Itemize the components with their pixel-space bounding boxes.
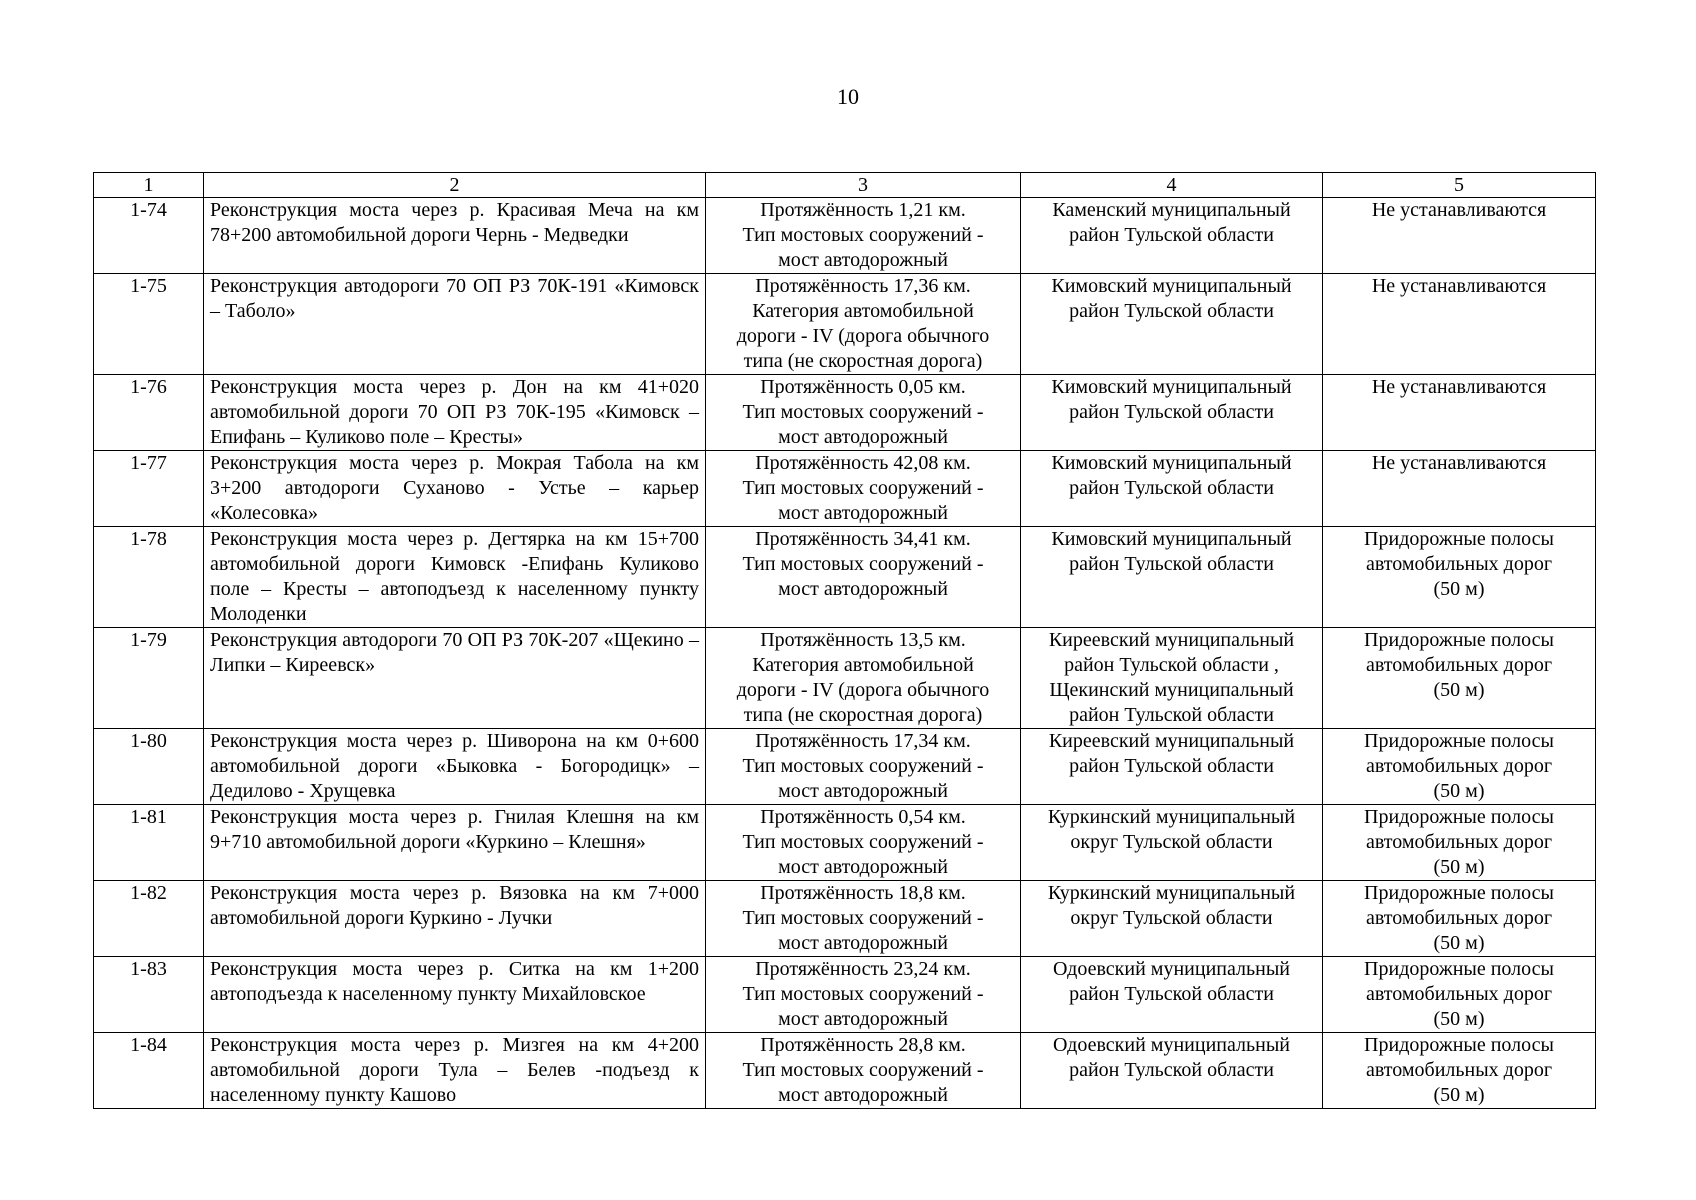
object-characteristics-line: типа (не скоростная дорога) [743, 350, 983, 372]
object-name: Реконструкция моста через р. Гнилая Клешня на км 9+710 автомобильной дороги «Куркино – Клешня» [204, 805, 706, 881]
object-zones [1323, 957, 1596, 1033]
object-characteristics [706, 527, 1021, 628]
object-location-line: Куркинский муниципальный [1047, 882, 1296, 904]
object-zones-line: (50 м) [1433, 578, 1485, 600]
object-location-line: район Тульской области [1069, 477, 1274, 499]
object-characteristics [706, 274, 1021, 375]
object-name: Реконструкция моста через р. Мокрая Табола на км 3+200 автодороги Суханово - Устье – карьер «Колесовка» [204, 451, 706, 527]
object-location [1021, 628, 1323, 729]
object-characteristics-line: мост автодорожный [778, 249, 948, 271]
object-location-line: Кимовский муниципальный [1051, 275, 1292, 297]
object-zones-line: Не устанавливаются [1371, 199, 1547, 221]
object-characteristics-line: Протяжённость 28,8 км. [760, 1034, 966, 1056]
table-row [94, 881, 1596, 957]
object-location-line: район Тульской области [1069, 1059, 1274, 1081]
object-name: Реконструкция моста через р. Дегтярка на км 15+700 автомобильной дороги Кимовск -Епифань Куликово поле – Кресты – автоподъезд к населенному пункту Молоденки [204, 527, 706, 628]
object-zones-line: Придорожные полосы [1364, 882, 1554, 904]
object-zones-line: автомобильных дорог [1365, 755, 1553, 777]
object-location [1021, 527, 1323, 628]
object-zones-line: (50 м) [1433, 856, 1485, 878]
object-characteristics-line: Тип мостовых сооружений - [742, 755, 984, 777]
object-characteristics-line: мост автодорожный [778, 932, 948, 954]
object-location-line: район Тульской области [1069, 553, 1274, 575]
row-number: 1-74 [94, 198, 204, 274]
row-number: 1-82 [94, 881, 204, 957]
object-zones-line: автомобильных дорог [1365, 553, 1553, 575]
object-characteristics-line: мост автодорожный [778, 780, 948, 802]
object-characteristics-line: Тип мостовых сооружений - [742, 401, 984, 423]
object-zones-line: Придорожные полосы [1364, 730, 1554, 752]
object-zones-line: Придорожные полосы [1364, 1034, 1554, 1056]
row-number: 1-75 [94, 274, 204, 375]
object-characteristics-line: Тип мостовых сооружений - [742, 907, 984, 929]
object-zones-line: автомобильных дорог [1365, 831, 1553, 853]
object-zones-line: Придорожные полосы [1364, 806, 1554, 828]
object-characteristics-line: дороги - IV (дорога обычного [736, 679, 990, 701]
table-body [94, 198, 1596, 1109]
object-name: Реконструкция моста через р. Ситка на км 1+200 автоподъезда к населенному пункту Михайловское [204, 957, 706, 1033]
object-location [1021, 881, 1323, 957]
object-zones-line: автомобильных дорог [1365, 907, 1553, 929]
object-location-line: Кимовский муниципальный [1051, 376, 1292, 398]
object-zones [1323, 628, 1596, 729]
column-header-1: 1 [94, 173, 204, 198]
object-characteristics-line: Протяжённость 18,8 км. [760, 882, 966, 904]
object-location-line: район Тульской области [1069, 755, 1274, 777]
object-characteristics [706, 451, 1021, 527]
object-characteristics [706, 729, 1021, 805]
object-zones [1323, 1033, 1596, 1109]
object-characteristics-line: Протяжённость 0,54 км. [760, 806, 966, 828]
object-zones-line: Придорожные полосы [1364, 528, 1554, 550]
object-characteristics-line: Тип мостовых сооружений - [742, 553, 984, 575]
object-zones [1323, 729, 1596, 805]
object-characteristics-line: Протяжённость 17,36 км. [755, 275, 971, 297]
column-header-3: 3 [706, 173, 1021, 198]
object-characteristics-line: типа (не скоростная дорога) [743, 704, 983, 726]
object-zones-line: (50 м) [1433, 780, 1485, 802]
object-location-line: Одоевский муниципальный [1053, 958, 1290, 980]
object-location [1021, 198, 1323, 274]
object-zones-line: (50 м) [1433, 932, 1485, 954]
object-characteristics [706, 198, 1021, 274]
row-number: 1-79 [94, 628, 204, 729]
row-number: 1-81 [94, 805, 204, 881]
object-zones-line: автомобильных дорог [1365, 1059, 1553, 1081]
object-zones-line: Не устанавливаются [1371, 452, 1547, 474]
object-zones [1323, 881, 1596, 957]
object-location-line: район Тульской области , [1064, 654, 1279, 676]
object-location-line: Кимовский муниципальный [1051, 452, 1292, 474]
object-characteristics-line: мост автодорожный [778, 426, 948, 448]
row-number: 1-84 [94, 1033, 204, 1109]
object-name: Реконструкция моста через р. Красивая Меча на км 78+200 автомобильной дороги Чернь - Медведки [204, 198, 706, 274]
table-row [94, 527, 1596, 628]
row-number: 1-76 [94, 375, 204, 451]
column-header-4: 4 [1021, 173, 1323, 198]
table-row [94, 451, 1596, 527]
object-zones-line: Не устанавливаются [1371, 275, 1547, 297]
object-zones-line: (50 м) [1433, 679, 1485, 701]
object-characteristics-line: мост автодорожный [778, 1008, 948, 1030]
object-characteristics-line: Категория автомобильной [752, 300, 974, 322]
object-zones-line: автомобильных дорог [1365, 983, 1553, 1005]
object-zones-line: (50 м) [1433, 1008, 1485, 1030]
object-characteristics-line: Протяжённость 42,08 км. [755, 452, 971, 474]
object-location-line: округ Тульской области [1070, 831, 1273, 853]
row-number: 1-80 [94, 729, 204, 805]
object-zones [1323, 198, 1596, 274]
object-location-line: Каменский муниципальный [1052, 199, 1291, 221]
object-zones-line: Придорожные полосы [1364, 629, 1554, 651]
object-characteristics-line: Протяжённость 1,21 км. [760, 199, 966, 221]
object-location [1021, 274, 1323, 375]
object-zones-line: (50 м) [1433, 1084, 1485, 1106]
object-name: Реконструкция моста через р. Дон на км 41+020 автомобильной дороги 70 ОП РЗ 70К-195 «Кимовск – Епифань – Куликово поле – Кресты» [204, 375, 706, 451]
object-characteristics-line: мост автодорожный [778, 502, 948, 524]
object-location-line: Киреевский муниципальный [1048, 730, 1295, 752]
table-row [94, 375, 1596, 451]
table-row [94, 274, 1596, 375]
object-location-line: Киреевский муниципальный [1048, 629, 1295, 651]
object-characteristics-line: Протяжённость 13,5 км. [760, 629, 966, 651]
object-characteristics [706, 805, 1021, 881]
object-characteristics [706, 1033, 1021, 1109]
object-characteristics-line: Тип мостовых сооружений - [742, 1059, 984, 1081]
object-location [1021, 451, 1323, 527]
object-characteristics-line: Протяжённость 23,24 км. [755, 958, 971, 980]
table-row [94, 805, 1596, 881]
object-characteristics [706, 881, 1021, 957]
object-name: Реконструкция моста через р. Вязовка на км 7+000 автомобильной дороги Куркино - Лучки [204, 881, 706, 957]
object-characteristics-line: мост автодорожный [778, 856, 948, 878]
object-zones [1323, 274, 1596, 375]
table-row [94, 729, 1596, 805]
object-zones-line: автомобильных дорог [1365, 654, 1553, 676]
table-row [94, 198, 1596, 274]
object-location [1021, 1033, 1323, 1109]
object-zones-line: Не устанавливаются [1371, 376, 1547, 398]
object-characteristics-line: Протяжённость 34,41 км. [755, 528, 971, 550]
object-name: Реконструкция моста через р. Мизгея на км 4+200 автомобильной дороги Тула – Белев -подъезд к населенному пункту Кашово [204, 1033, 706, 1109]
object-location [1021, 375, 1323, 451]
object-name: Реконструкция автодороги 70 ОП РЗ 70К-191 «Кимовск – Таболо» [204, 274, 706, 375]
object-zones [1323, 805, 1596, 881]
object-characteristics-line: Протяжённость 17,34 км. [755, 730, 971, 752]
object-characteristics [706, 375, 1021, 451]
row-number: 1-78 [94, 527, 204, 628]
page-number: 10 [837, 84, 859, 109]
object-zones-line: Придорожные полосы [1364, 958, 1554, 980]
object-location [1021, 729, 1323, 805]
column-header-2: 2 [204, 173, 706, 198]
object-location-line: район Тульской области [1069, 983, 1274, 1005]
object-location-line: Щекинский муниципальный [1049, 679, 1294, 701]
object-characteristics-line: Тип мостовых сооружений - [742, 983, 984, 1005]
objects-table [93, 172, 1596, 1109]
object-name: Реконструкция моста через р. Шиворона на км 0+600 автомобильной дороги «Быковка - Богородицк» – Дедилово - Хрущевка [204, 729, 706, 805]
table-row [94, 628, 1596, 729]
object-characteristics-line: Протяжённость 0,05 км. [760, 376, 966, 398]
object-characteristics-line: Тип мостовых сооружений - [742, 477, 984, 499]
object-zones [1323, 527, 1596, 628]
object-location-line: Кимовский муниципальный [1051, 528, 1292, 550]
object-location-line: район Тульской области [1069, 300, 1274, 322]
object-location-line: округ Тульской области [1070, 907, 1273, 929]
object-zones [1323, 451, 1596, 527]
object-location-line: район Тульской области [1069, 401, 1274, 423]
table-row [94, 957, 1596, 1033]
object-characteristics-line: Тип мостовых сооружений - [742, 831, 984, 853]
object-characteristics-line: дороги - IV (дорога обычного [736, 325, 990, 347]
object-characteristics [706, 957, 1021, 1033]
object-characteristics-line: мост автодорожный [778, 578, 948, 600]
object-location [1021, 957, 1323, 1033]
object-location-line: район Тульской области [1069, 224, 1274, 246]
object-location-line: Одоевский муниципальный [1053, 1034, 1290, 1056]
object-characteristics [706, 628, 1021, 729]
table-header-row [94, 173, 1596, 198]
row-number: 1-77 [94, 451, 204, 527]
object-characteristics-line: Тип мостовых сооружений - [742, 224, 984, 246]
object-characteristics-line: Категория автомобильной [752, 654, 974, 676]
object-location-line: Куркинский муниципальный [1047, 806, 1296, 828]
object-zones [1323, 375, 1596, 451]
column-header-5: 5 [1323, 173, 1596, 198]
object-location-line: район Тульской области [1069, 704, 1274, 726]
object-name: Реконструкция автодороги 70 ОП РЗ 70К-207 «Щекино – Липки – Киреевск» [204, 628, 706, 729]
row-number: 1-83 [94, 957, 204, 1033]
object-location [1021, 805, 1323, 881]
object-characteristics-line: мост автодорожный [778, 1084, 948, 1106]
table-row [94, 1033, 1596, 1109]
